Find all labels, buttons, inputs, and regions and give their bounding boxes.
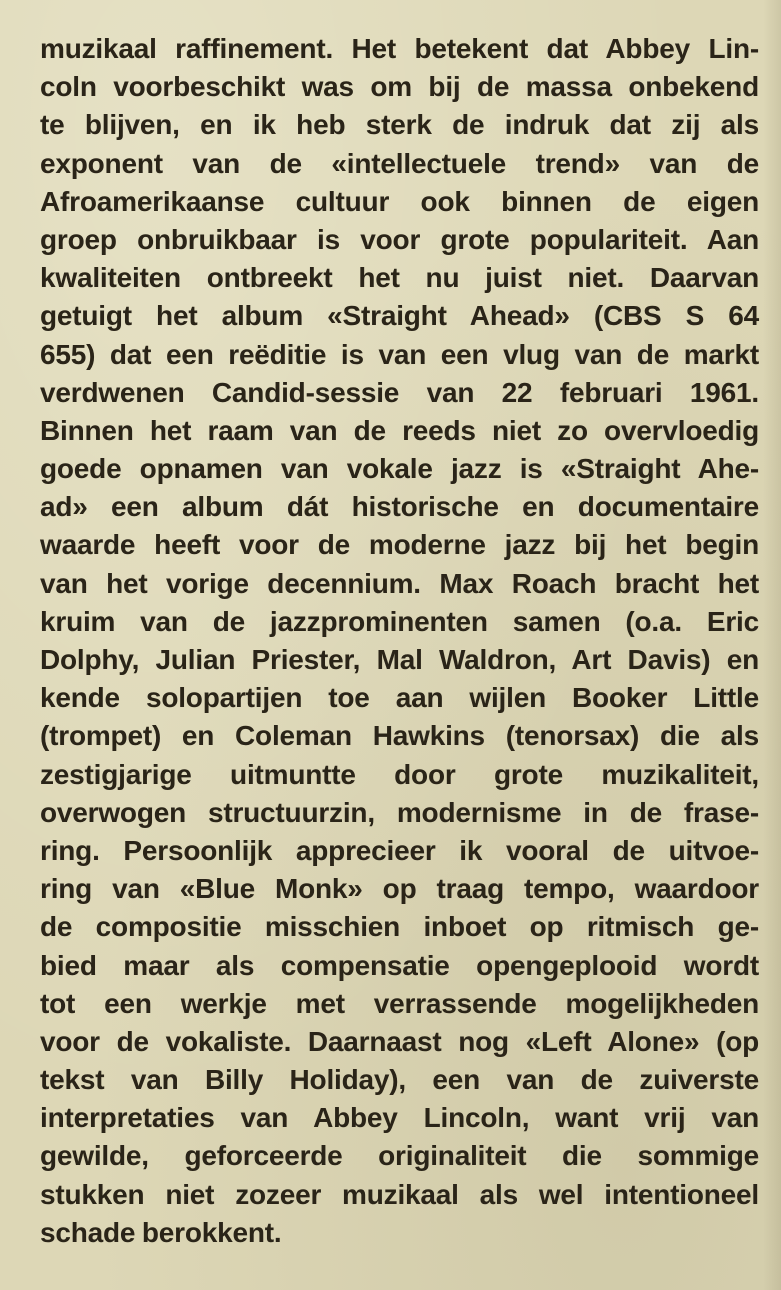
text-line: tot een werkje met verrassende mogelijkheden bbox=[40, 987, 759, 1019]
text-line: interpretaties van Abbey Lincoln, want vrij van bbox=[40, 1102, 759, 1134]
text-line: Dolphy, Julian Priester, Mal Waldron, Art Davis) en bbox=[40, 644, 759, 675]
text-line: overwogen structuurzin, modernisme in de frase- bbox=[40, 796, 759, 828]
article-body bbox=[40, 30, 759, 1252]
text-line: stukken niet zozeer muzikaal als wel intentioneel bbox=[40, 1178, 759, 1210]
paper-edge-shadow bbox=[763, 0, 781, 1290]
text-line: Binnen het raam van de reeds niet zo overvloedig bbox=[40, 414, 759, 446]
text-line: kwaliteiten ontbreekt het nu juist niet. Daarvan bbox=[40, 262, 759, 294]
text-line: ad» een album dát historische en documentaire bbox=[40, 491, 759, 523]
text-line: schade berokkent. bbox=[40, 1216, 282, 1248]
text-line: coln voorbeschikt was om bij de massa onbekend bbox=[40, 71, 759, 103]
text-line: kende solopartijen toe aan wijlen Booker Little bbox=[40, 682, 759, 714]
text-line: ring van «Blue Monk» op traag tempo, waardoor bbox=[40, 873, 759, 905]
text-line: Afroamerikaanse cultuur ook binnen de eigen bbox=[40, 185, 759, 217]
text-line: zestigjarige uitmuntte door grote muzikaliteit, bbox=[40, 758, 759, 790]
text-line: te blijven, en ik heb sterk de indruk dat zij als bbox=[40, 109, 759, 141]
text-line: waarde heeft voor de moderne jazz bij het begin bbox=[40, 529, 759, 561]
text-line: 655) dat een reëditie is van een vlug van de markt bbox=[40, 338, 759, 370]
text-line: bied maar als compensatie opengeplooid wordt bbox=[40, 949, 759, 981]
text-line: de compositie misschien inboet op ritmisch ge- bbox=[40, 911, 759, 943]
text-line: voor de vokaliste. Daarnaast nog «Left Alone» (op bbox=[40, 1025, 759, 1057]
text-line: verdwenen Candid-sessie van 22 februari 1961. bbox=[40, 376, 759, 408]
text-line: groep onbruikbaar is voor grote populariteit. Aan bbox=[40, 223, 759, 255]
text-line: getuigt het album «Straight Ahead» (CBS S 64 bbox=[40, 300, 759, 332]
text-line: gewilde, geforceerde originaliteit die sommige bbox=[40, 1140, 759, 1172]
text-line: goede opnamen van vokale jazz is «Straight Ahe- bbox=[40, 453, 759, 485]
text-line: muzikaal raffinement. Het betekent dat Abbey Lin- bbox=[40, 33, 759, 64]
text-line: (trompet) en Coleman Hawkins (tenorsax) die als bbox=[40, 720, 759, 752]
text-line: tekst van Billy Holiday), een van de zuiverste bbox=[40, 1064, 759, 1096]
text-line: van het vorige decennium. Max Roach bracht het bbox=[40, 567, 759, 599]
text-line: exponent van de «intellectuele trend» van de bbox=[40, 147, 759, 179]
text-line: kruim van de jazzprominenten samen (o.a. Eric bbox=[40, 605, 759, 637]
text-line: ring. Persoonlijk apprecieer ik vooral de uitvoe- bbox=[40, 834, 759, 866]
